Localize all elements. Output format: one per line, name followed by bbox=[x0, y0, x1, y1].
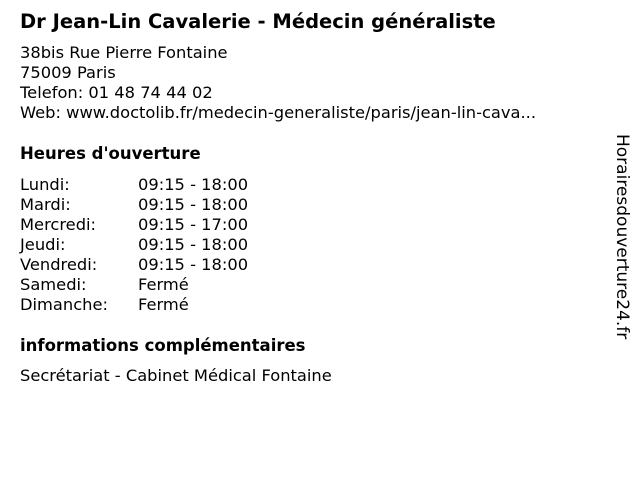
hours-row bbox=[20, 215, 600, 235]
day-label: Dimanche: bbox=[20, 295, 108, 314]
hours-value: 09:15 - 18:00 bbox=[138, 255, 249, 274]
additional-info-text: Secrétariat - Cabinet Médical Fontaine bbox=[20, 366, 332, 385]
day-label: Mardi: bbox=[20, 195, 71, 214]
hours-value: 09:15 - 17:00 bbox=[138, 215, 249, 234]
additional-info-heading: informations complémentaires bbox=[20, 336, 306, 355]
page-title: Dr Jean-Lin Cavalerie - Médecin généraliste bbox=[20, 10, 496, 33]
business-card bbox=[20, 9, 600, 386]
hours-value: Fermé bbox=[138, 275, 189, 294]
address-block bbox=[20, 43, 600, 123]
hours-row bbox=[20, 195, 600, 215]
opening-hours-heading: Heures d'ouverture bbox=[20, 144, 201, 163]
city-postcode: 75009 Paris bbox=[20, 63, 116, 82]
website-link: Web: www.doctolib.fr/medecin-generaliste/paris/jean-lin-cava... bbox=[20, 103, 537, 122]
hours-value: 09:15 - 18:00 bbox=[138, 175, 249, 194]
day-label: Jeudi: bbox=[20, 235, 66, 254]
day-label: Vendredi: bbox=[20, 255, 98, 274]
site-watermark: Horairesdouverture24.fr bbox=[612, 134, 632, 340]
hours-row bbox=[20, 275, 600, 295]
hours-row bbox=[20, 235, 600, 255]
hours-value: 09:15 - 18:00 bbox=[138, 235, 249, 254]
day-label: Mercredi: bbox=[20, 215, 97, 234]
day-label: Samedi: bbox=[20, 275, 87, 294]
opening-hours-table bbox=[20, 175, 600, 315]
hours-value: 09:15 - 18:00 bbox=[138, 195, 249, 214]
hours-row bbox=[20, 175, 600, 195]
hours-value: Fermé bbox=[138, 295, 189, 314]
street-address: 38bis Rue Pierre Fontaine bbox=[20, 43, 228, 62]
day-label: Lundi: bbox=[20, 175, 70, 194]
hours-row bbox=[20, 295, 600, 315]
hours-row bbox=[20, 255, 600, 275]
phone-number: Telefon: 01 48 74 44 02 bbox=[20, 83, 213, 102]
